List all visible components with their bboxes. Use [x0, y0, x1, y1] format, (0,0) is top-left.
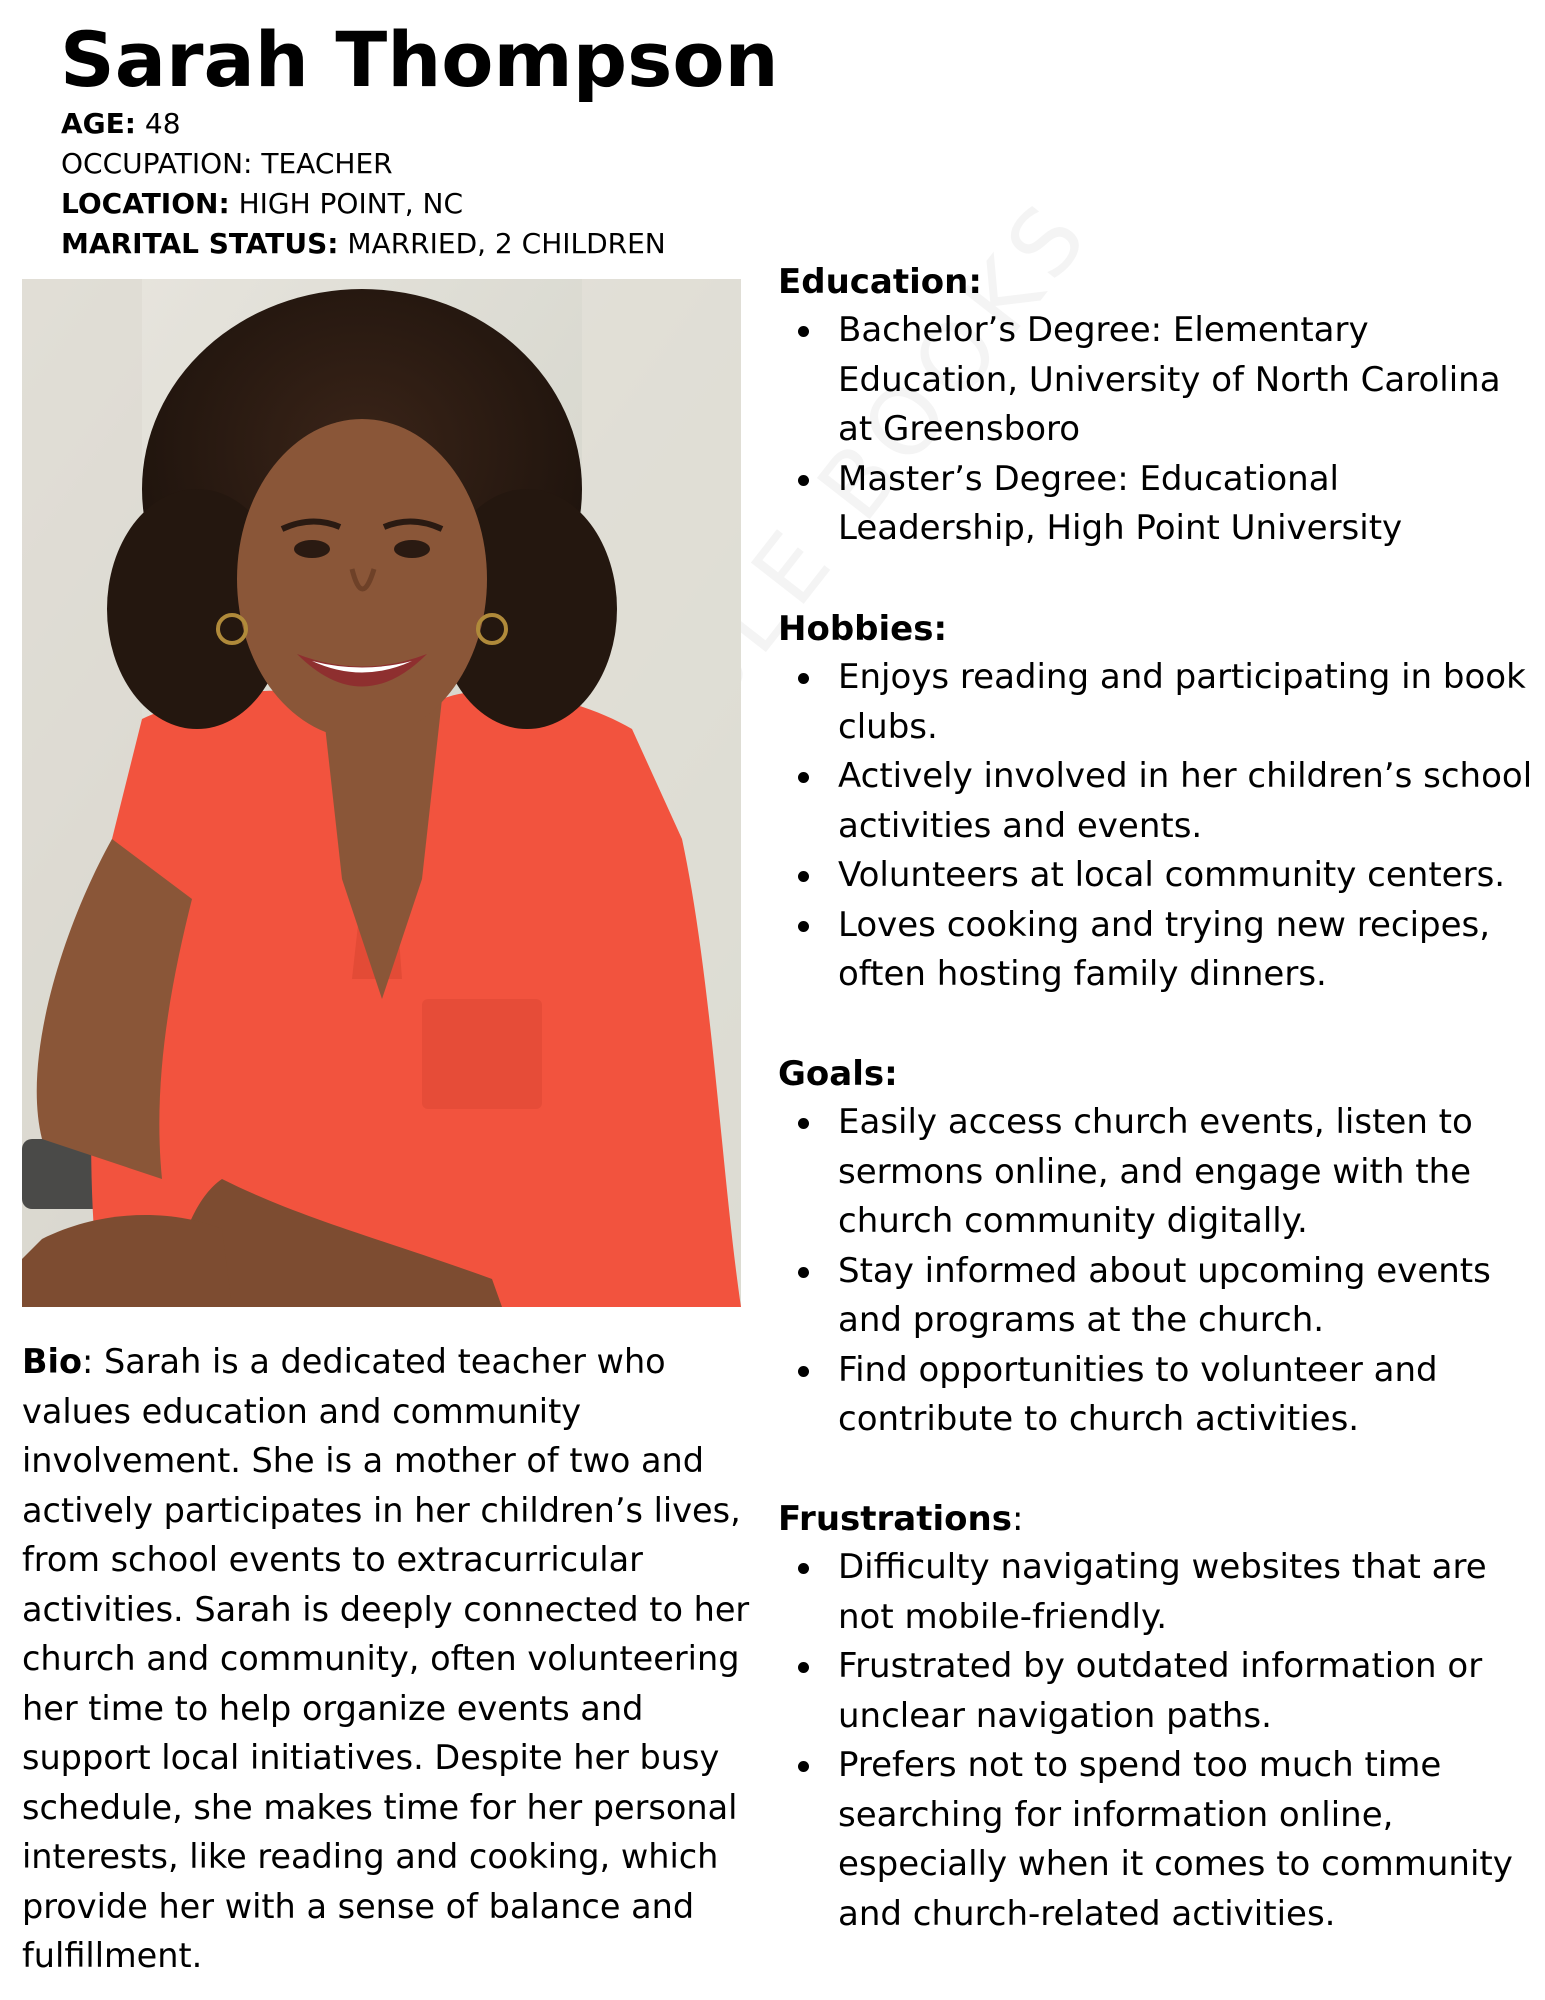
list-item-text: Prefers not to spend too much time searching for information online, especially when it comes to community and church-related activities. [838, 1745, 1513, 1934]
list-item-text: Bachelor’s Degree: Elementary Education, University of North Carolina at Greensboro [838, 310, 1501, 449]
persona-photo [22, 279, 741, 1307]
list-item-text: Stay informed about upcoming events and programs at the church. [838, 1250, 1491, 1340]
list-item [778, 1741, 1533, 1939]
age-row [61, 104, 801, 144]
persona-name: Sarah Thompson [60, 15, 779, 104]
list-item [778, 851, 1533, 901]
goals-section [778, 1050, 1533, 1445]
list-item-text: Enjoys reading and participating in book clubs. [838, 657, 1526, 747]
list-item-text: Find opportunities to volunteer and contribute to church activities. [838, 1349, 1438, 1439]
list-item [778, 1247, 1533, 1346]
frustrations-list [778, 1543, 1533, 1939]
frustrations-section [778, 1495, 1533, 1939]
persona-details [61, 104, 801, 264]
bullet-icon [798, 871, 809, 882]
list-item [778, 752, 1533, 851]
bio-label: Bio [22, 1342, 83, 1381]
left-eye [294, 540, 330, 558]
bullet-icon [798, 921, 809, 932]
age-value: 48 [144, 107, 181, 140]
list-item [778, 1346, 1533, 1445]
age-label: AGE: [61, 107, 136, 140]
frustrations-title-row [778, 1495, 1533, 1543]
bullet-icon [798, 1563, 809, 1574]
list-item-text: Easily access church events, listen to sermons online, and engage with the church community digitally. [838, 1102, 1473, 1241]
list-item [778, 455, 1533, 554]
bullet-icon [798, 1662, 809, 1673]
list-item-text: Frustrated by outdated information or unclear navigation paths. [838, 1646, 1483, 1736]
bullet-icon [798, 1761, 809, 1772]
goals-list [778, 1098, 1533, 1445]
occupation-row: OCCUPATION: TEACHER [61, 147, 393, 180]
list-item [778, 901, 1533, 1000]
list-item-text: Loves cooking and trying new recipes, often hosting family dinners. [838, 904, 1491, 994]
bullet-icon [798, 1267, 809, 1278]
face [237, 419, 487, 739]
location-label: LOCATION: [61, 187, 230, 220]
hobbies-title: Hobbies: [778, 609, 948, 649]
list-item [778, 306, 1533, 455]
right-eye [394, 540, 430, 558]
list-item [778, 1543, 1533, 1642]
location-value: HIGH POINT, NC [238, 187, 464, 220]
education-list [778, 306, 1533, 554]
bullet-icon [798, 1366, 809, 1377]
goals-title: Goals: [778, 1054, 898, 1094]
frustrations-title: Frustrations [778, 1499, 1012, 1539]
marital-row [61, 224, 801, 264]
bullet-icon [798, 1118, 809, 1129]
bullet-icon [798, 673, 809, 684]
frustrations-title-colon: : [1011, 1499, 1024, 1539]
portrait-illustration [22, 279, 741, 1307]
education-section [778, 258, 1533, 554]
list-item [778, 1098, 1533, 1247]
bullet-icon [798, 772, 809, 783]
list-item-text: Master’s Degree: Educational Leadership, High Point University [838, 458, 1403, 548]
list-item-text: Actively involved in her children’s school activities and events. [838, 756, 1533, 846]
education-title: Education: [778, 262, 982, 302]
list-item [778, 653, 1533, 752]
marital-value: MARRIED, 2 CHILDREN [347, 227, 666, 260]
location-row [61, 184, 801, 224]
marital-label: MARITAL STATUS: [61, 227, 339, 260]
hobbies-list [778, 653, 1533, 1000]
bio-paragraph [22, 1337, 767, 1981]
list-item-text: Volunteers at local community centers. [838, 855, 1506, 895]
list-item-text: Difficulty navigating websites that are not mobile-friendly. [838, 1547, 1487, 1637]
hobbies-section [778, 605, 1533, 1000]
bio-text: : Sarah is a dedicated teacher who values education and community involvement. She is a mother of two and actively participates in her children’s lives, from school events to extracurricular activities. Sarah is deeply connected to her church and community, often volunteering her time to help organize events and support local initiatives. Despite her busy schedule, she makes time for her personal interests, like reading and cooking, which provide her with a sense of balance and fulfillment. [22, 1342, 750, 1975]
bullet-icon [798, 326, 809, 337]
bullet-icon [798, 475, 809, 486]
list-item [778, 1642, 1533, 1741]
